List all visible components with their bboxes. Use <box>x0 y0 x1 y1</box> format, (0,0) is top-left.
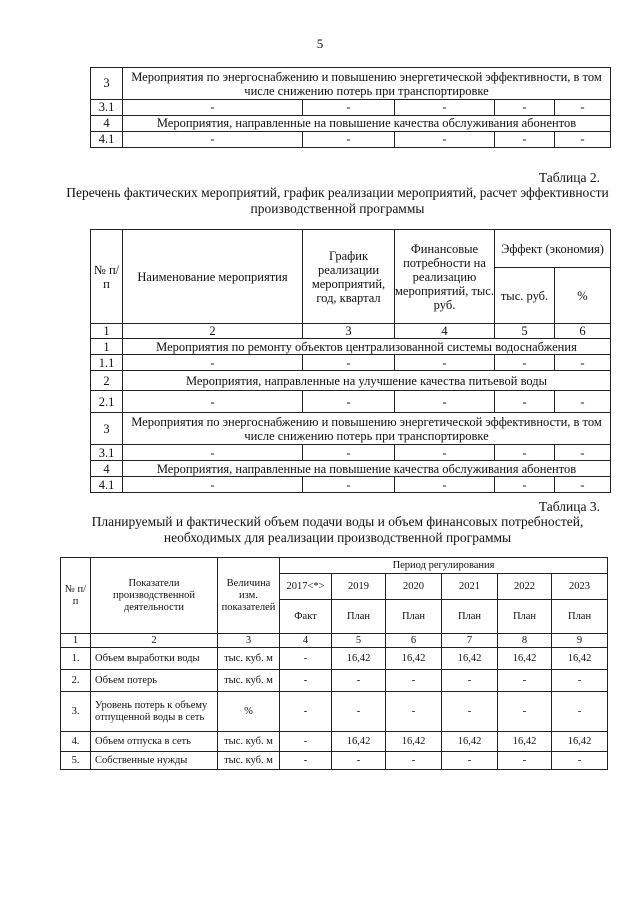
value-cell: - <box>442 670 498 692</box>
header-effect: Эффект (экономия) <box>495 230 611 268</box>
header-year: 2021 <box>442 574 498 600</box>
value-cell: - <box>332 692 386 732</box>
value-cell: - <box>442 692 498 732</box>
table-cell: - <box>495 477 555 493</box>
table-cell: - <box>303 132 395 148</box>
index-cell: 4 <box>395 324 495 339</box>
table-cell: - <box>555 391 611 413</box>
table-cell: - <box>303 445 395 461</box>
indicator-name: Объем отпуска в сеть <box>91 732 218 752</box>
row-title: Мероприятия по энергоснабжению и повышению энергетической эффективности, в том числе снижению потерь при транспортировке <box>123 68 611 100</box>
header-finance: Финансовые потребности на реализацию мероприятий, тыс. руб. <box>395 230 495 324</box>
header-period: Период регулирования <box>280 558 608 574</box>
index-cell: 9 <box>552 634 608 648</box>
header-kind: План <box>442 600 498 634</box>
table-row <box>91 339 611 355</box>
header-effect-pct: % <box>555 268 611 324</box>
row-title: Мероприятия по ремонту объектов централизованной системы водоснабжения <box>123 339 611 355</box>
value-cell: 16,42 <box>442 648 498 670</box>
table-cell: - <box>395 477 495 493</box>
page-number: 5 <box>316 36 324 51</box>
row-number: 3. <box>61 692 91 732</box>
header-number: № п/ п <box>91 230 123 324</box>
table-row <box>91 355 611 371</box>
row-number: 3.1 <box>91 445 123 461</box>
row-number: 2 <box>91 371 123 391</box>
table-3-caption: Таблица 3. <box>538 499 600 514</box>
table-cell: - <box>555 132 611 148</box>
header-year: 2017<*> <box>280 574 332 600</box>
header-year: 2023 <box>552 574 608 600</box>
value-cell: - <box>386 670 442 692</box>
row-number: 1. <box>61 648 91 670</box>
index-cell: 5 <box>332 634 386 648</box>
header-number: № п/п <box>61 558 91 634</box>
indicator-name: Объем потерь <box>91 670 218 692</box>
value-cell: - <box>332 752 386 770</box>
header-indicator: Показатели производственной деятельности <box>91 558 218 634</box>
table-row <box>91 477 611 493</box>
table-cell: - <box>495 445 555 461</box>
row-number: 1.1 <box>91 355 123 371</box>
value-cell: - <box>386 692 442 732</box>
value-cell: - <box>442 752 498 770</box>
table-1 <box>90 67 611 148</box>
value-cell: 16,42 <box>386 648 442 670</box>
header-year: 2020 <box>386 574 442 600</box>
table-cell: - <box>495 391 555 413</box>
table-cell: - <box>303 355 395 371</box>
unit-cell: % <box>218 692 280 732</box>
table-cell: - <box>123 132 303 148</box>
header-schedule: График реализации мероприятий, год, квартал <box>303 230 395 324</box>
index-cell: 2 <box>91 634 218 648</box>
row-title: Мероприятия, направленные на повышение качества обслуживания абонентов <box>123 116 611 132</box>
unit-cell: тыс. куб. м <box>218 732 280 752</box>
value-cell: 16,42 <box>498 648 552 670</box>
table-row <box>91 371 611 391</box>
header-kind: План <box>498 600 552 634</box>
value-cell: - <box>498 752 552 770</box>
value-cell: - <box>280 670 332 692</box>
value-cell: 16,42 <box>332 732 386 752</box>
index-cell: 6 <box>386 634 442 648</box>
table-cell: - <box>555 100 611 116</box>
index-row <box>61 634 608 648</box>
index-cell: 1 <box>91 324 123 339</box>
row-number: 3 <box>91 413 123 445</box>
table-row <box>91 413 611 445</box>
table-cell: - <box>555 355 611 371</box>
table-2-heading: Перечень фактических мероприятий, график реализации мероприятий, расчет эффективности производственной программы <box>66 185 609 216</box>
row-number: 4 <box>91 116 123 132</box>
value-cell: - <box>552 670 608 692</box>
header-kind: План <box>332 600 386 634</box>
table-row <box>91 68 611 100</box>
table-row <box>61 670 608 692</box>
row-number: 1 <box>91 339 123 355</box>
row-number: 4.1 <box>91 132 123 148</box>
index-cell: 4 <box>280 634 332 648</box>
row-number: 5. <box>61 752 91 770</box>
value-cell: 16,42 <box>332 648 386 670</box>
header-kind: План <box>552 600 608 634</box>
header-year: 2022 <box>498 574 552 600</box>
table-row <box>91 132 611 148</box>
table-row <box>91 445 611 461</box>
table-cell: - <box>495 132 555 148</box>
header-kind: План <box>386 600 442 634</box>
unit-cell: тыс. куб. м <box>218 670 280 692</box>
value-cell: - <box>552 752 608 770</box>
table-row <box>91 100 611 116</box>
table-header-row <box>91 230 611 268</box>
indicator-name: Собственные нужды <box>91 752 218 770</box>
table-3-heading: Планируемый и фактический объем подачи воды и объем финансовых потребностей, необходимых для реализации производственной программы <box>91 514 584 545</box>
row-number: 4. <box>61 732 91 752</box>
value-cell: 16,42 <box>498 732 552 752</box>
value-cell: - <box>280 648 332 670</box>
table-row <box>91 391 611 413</box>
index-cell: 3 <box>218 634 280 648</box>
row-number: 4.1 <box>91 477 123 493</box>
table-cell: - <box>123 477 303 493</box>
index-cell: 8 <box>498 634 552 648</box>
table-cell: - <box>303 477 395 493</box>
value-cell: 16,42 <box>442 732 498 752</box>
indicator-name: Объем выработки воды <box>91 648 218 670</box>
value-cell: - <box>280 732 332 752</box>
header-kind: Факт <box>280 600 332 634</box>
row-number: 2.1 <box>91 391 123 413</box>
table-cell: - <box>395 355 495 371</box>
unit-cell: тыс. куб. м <box>218 752 280 770</box>
table-cell: - <box>395 132 495 148</box>
index-cell: 1 <box>61 634 91 648</box>
value-cell: 16,42 <box>552 732 608 752</box>
table-cell: - <box>555 477 611 493</box>
value-cell: 16,42 <box>552 648 608 670</box>
value-cell: - <box>332 670 386 692</box>
table-2 <box>90 229 611 493</box>
table-row <box>91 116 611 132</box>
index-cell: 3 <box>303 324 395 339</box>
row-number: 2. <box>61 670 91 692</box>
value-cell: - <box>498 670 552 692</box>
table-3 <box>60 557 608 770</box>
row-title: Мероприятия, направленные на повышение качества обслуживания абонентов <box>123 461 611 477</box>
table-cell: - <box>123 100 303 116</box>
table-cell: - <box>555 445 611 461</box>
header-name: Наименование мероприятия <box>123 230 303 324</box>
table-cell: - <box>303 391 395 413</box>
row-title: Мероприятия, направленные на улучшение качества питьевой воды <box>123 371 611 391</box>
table-row <box>61 692 608 732</box>
table-row <box>91 461 611 477</box>
table-cell: - <box>303 100 395 116</box>
indicator-name: Уровень потерь к объему отпущенной воды в сеть <box>91 692 218 732</box>
row-title: Мероприятия по энергоснабжению и повышению энергетической эффективности, в том числе снижению потерь при транспортировке <box>123 413 611 445</box>
value-cell: 16,42 <box>386 732 442 752</box>
table-cell: - <box>123 445 303 461</box>
row-number: 3.1 <box>91 100 123 116</box>
value-cell: - <box>552 692 608 732</box>
row-number: 4 <box>91 461 123 477</box>
table-cell: - <box>495 355 555 371</box>
index-cell: 7 <box>442 634 498 648</box>
table-cell: - <box>395 445 495 461</box>
value-cell: - <box>280 752 332 770</box>
row-number: 3 <box>91 68 123 100</box>
header-effect-rub: тыс. руб. <box>495 268 555 324</box>
index-row <box>91 324 611 339</box>
table-cell: - <box>123 391 303 413</box>
table-row <box>61 732 608 752</box>
value-cell: - <box>386 752 442 770</box>
index-cell: 2 <box>123 324 303 339</box>
table-row <box>61 752 608 770</box>
table-cell: - <box>495 100 555 116</box>
header-year: 2019 <box>332 574 386 600</box>
unit-cell: тыс. куб. м <box>218 648 280 670</box>
index-cell: 5 <box>495 324 555 339</box>
table-row <box>61 648 608 670</box>
table-cell: - <box>395 100 495 116</box>
header-unit: Величина изм. показателей <box>218 558 280 634</box>
table-cell: - <box>395 391 495 413</box>
value-cell: - <box>280 692 332 732</box>
table-2-caption: Таблица 2. <box>538 170 600 185</box>
index-cell: 6 <box>555 324 611 339</box>
table-header-row <box>61 558 608 574</box>
table-cell: - <box>123 355 303 371</box>
value-cell: - <box>498 692 552 732</box>
